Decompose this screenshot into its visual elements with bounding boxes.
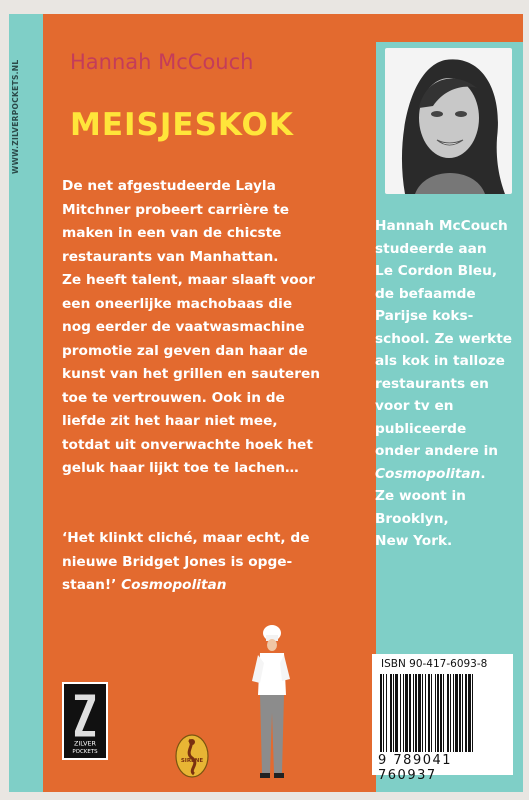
barcode-icon bbox=[378, 674, 508, 752]
blurb-line: restaurants van Manhattan. bbox=[62, 248, 279, 265]
ean-digits: 9 789041 760937 bbox=[378, 753, 453, 783]
blurb-line: toe te vertrouwen. Ook in de bbox=[62, 389, 285, 406]
bio-line: studeerde aan bbox=[375, 240, 487, 257]
blurb-line: een oneerlijke machobaas die bbox=[62, 295, 293, 312]
bio-line: New York. bbox=[375, 533, 453, 549]
pockets-logo-text: POCKETS bbox=[72, 748, 98, 755]
quote-line-last bbox=[62, 574, 362, 598]
blurb-line: maken in een van de chicste bbox=[62, 225, 282, 241]
blurb-line: nog eerder de vaatwasmachine bbox=[62, 319, 305, 335]
quote-line: nieuwe Bridget Jones is opge- bbox=[62, 553, 293, 570]
blurb-line: De net afgestudeerde Layla bbox=[62, 178, 276, 194]
quote-line: ‘Het klinkt cliché, maar echt, de bbox=[62, 530, 310, 546]
sirene-logo-text: SIRENE bbox=[180, 758, 204, 764]
sirene-logo bbox=[172, 730, 212, 780]
blurb-line: liefde zit het haar niet mee, bbox=[62, 413, 278, 429]
bio-line: als kok in talloze bbox=[375, 353, 505, 369]
bio-line: de befaamde bbox=[375, 285, 476, 302]
blurb-line: Mitchner probeert carrière te bbox=[62, 201, 290, 218]
chef-figure-image bbox=[250, 623, 292, 783]
bio-line: Parijse koks- bbox=[375, 308, 474, 324]
quote-source: Cosmopolitan bbox=[121, 577, 227, 593]
isbn-number: ISBN 90-417-6093-8 bbox=[381, 658, 488, 670]
zilver-logo-text: ZILVER bbox=[74, 739, 96, 748]
bio-line: restaurants en bbox=[375, 375, 489, 392]
blurb-line: totdat uit onverwachte hoek het bbox=[62, 436, 313, 453]
press-quote bbox=[62, 527, 362, 598]
bio-line: publiceerde bbox=[375, 420, 467, 437]
book-title: MEISJESKOK bbox=[70, 107, 294, 143]
quote-line-end: staan!’ bbox=[62, 577, 117, 593]
bio-line: Hannah McCouch bbox=[375, 218, 508, 234]
bio-magazine: Cosmopolitan bbox=[375, 465, 481, 482]
bio-line: Le Cordon Bleu, bbox=[375, 263, 498, 279]
bio-line: Ze woont in bbox=[375, 488, 466, 504]
blurb-line: Ze heeft talent, maar slaaft voor bbox=[62, 272, 315, 288]
barcode-label bbox=[372, 654, 513, 783]
blurb-line: kunst van het grillen en sauteren bbox=[62, 366, 320, 382]
book-blurb bbox=[62, 175, 362, 481]
spine-strip bbox=[9, 14, 43, 792]
zilver-pockets-logo bbox=[62, 682, 108, 760]
blurb-line: promotie zal geven dan haar de bbox=[62, 342, 308, 359]
author-photo bbox=[385, 48, 512, 194]
bio-line: onder andere in bbox=[375, 443, 499, 459]
bio-line: voor tv en bbox=[375, 398, 454, 414]
blurb-line: geluk haar lijkt toe te lachen… bbox=[62, 460, 299, 476]
author-bio bbox=[375, 215, 515, 553]
bio-line: school. Ze werkte bbox=[375, 330, 513, 347]
bio-line: Brooklyn, bbox=[375, 510, 449, 527]
spine-url: WWW.ZILVERPOCKETS.NL bbox=[11, 59, 20, 174]
bio-line: Cosmopolitan. bbox=[375, 465, 486, 482]
author-name: Hannah McCouch bbox=[70, 50, 254, 74]
